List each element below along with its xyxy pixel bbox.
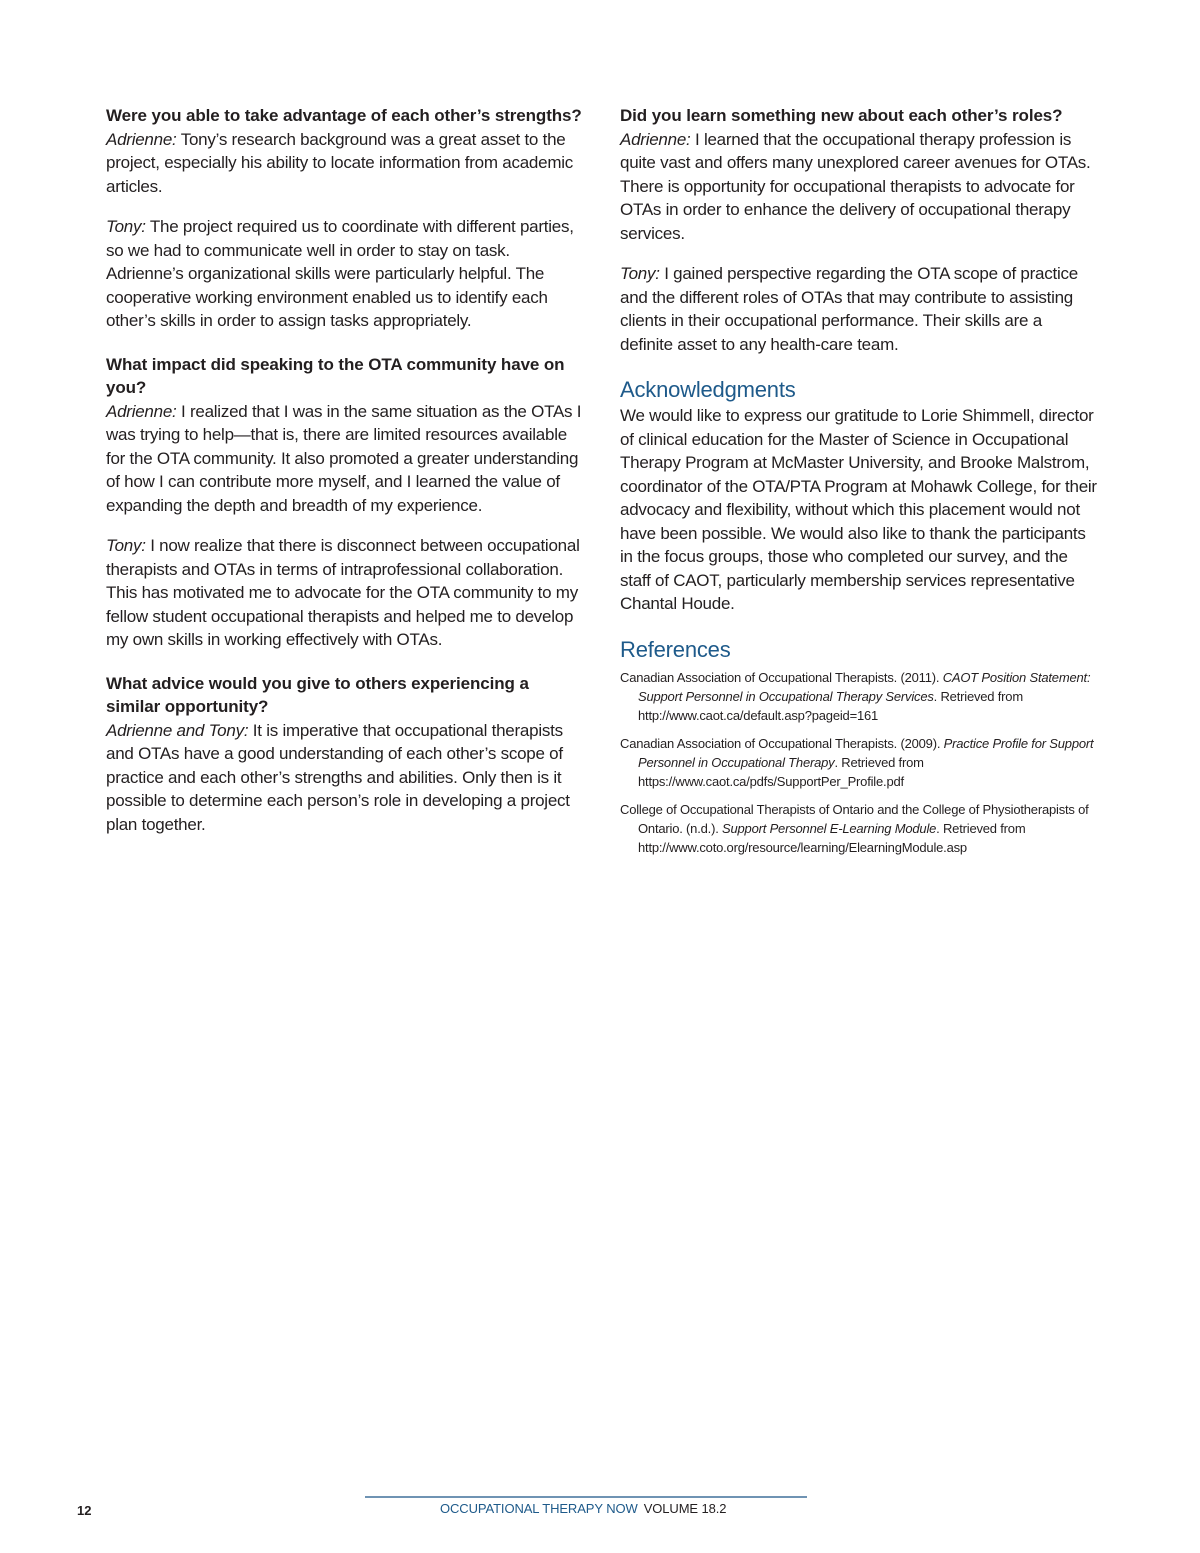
publication-name: OCCUPATIONAL THERAPY NOW — [440, 1501, 638, 1516]
acknowledgments-text: We would like to express our gratitude to Lorie Shimmell, director of clinical education for the Master of Science in Occupational Therapy Program at McMaster University, and Brooke Malstrom, coordinator of the OTA/PTA Program at Mohawk College, for their advocacy and flexibility, without which this placement would not have been possible. We would also like to thank the participants in the focus groups, those who completed our survey, and the staff of CAOT, particularly membership services representative Chantal Houde. — [620, 406, 1097, 613]
question-heading: What advice would you give to others experiencing a similar opportunity? — [106, 673, 529, 716]
page-number: 12 — [77, 1503, 92, 1518]
speaker-label: Adrienne and Tony: — [106, 720, 249, 740]
reference-authors: Canadian Association of Occupational Therapists. (2009). — [620, 735, 944, 751]
answer-paragraph — [620, 262, 1098, 356]
right-column — [620, 104, 1098, 866]
reference-item — [620, 800, 1098, 857]
speaker-label: Tony: — [106, 536, 146, 555]
reference-authors: College of Occupational Therapists of Ontario and the College of Physiotherapists of Ontario. (n.d.). — [620, 801, 1089, 836]
answer-text: I realized that I was in the same situation as the OTAs I was trying to help—that is, there are limited resources available for the OTA community. It also promoted a greater understanding of how I can contribute more myself, and I learned the value of expanding the depth and breadth of my experience. — [106, 401, 582, 515]
answer-text: It is imperative that occupational therapists and OTAs have a good understanding of each other’s scope of practice and each other’s strengths and abilities. Only then is it possible to determine each person’s role in developing a project plan together. — [106, 720, 570, 834]
answer-paragraph — [106, 128, 582, 199]
speaker-label: Tony: — [106, 217, 146, 236]
left-column — [106, 104, 582, 856]
answer-text: The project required us to coordinate with different parties, so we had to communicate well in order to stay on task. Adrienne’s organizational skills were particularly helpful. The cooperative working environment enabled us to identify each other’s skills in order to assign tasks appropriately. — [106, 217, 574, 330]
question-heading: What impact did speaking to the OTA community have on you? — [106, 354, 565, 397]
qa-section-roles — [620, 104, 1098, 356]
reference-title: Support Personnel E-Learning Module — [722, 820, 937, 836]
question-heading: Did you learn something new about each other’s roles? — [620, 106, 1063, 125]
speaker-label: Adrienne: — [106, 129, 177, 149]
answer-paragraph — [106, 215, 582, 333]
footer-publication — [440, 1501, 726, 1516]
speaker-label: Adrienne: — [620, 129, 691, 149]
references-heading: References — [620, 636, 731, 662]
qa-section-strengths — [106, 104, 582, 333]
answer-text: I learned that the occupational therapy profession is quite vast and offers many unexplored career avenues for OTAs. There is opportunity for occupational therapists to advocate for OTAs in order to enhance the delivery of occupational therapy services. — [620, 129, 1091, 243]
speaker-label: Adrienne: — [106, 401, 177, 421]
answer-paragraph — [106, 719, 582, 837]
answer-paragraph — [106, 534, 582, 652]
answer-paragraph — [620, 128, 1098, 246]
reference-item — [620, 668, 1098, 725]
reference-authors: Canadian Association of Occupational Therapists. (2011). — [620, 669, 943, 685]
volume-label: VOLUME 18.2 — [643, 1501, 727, 1516]
reference-title: Practice Profile for Support Personnel in Occupational Therapy — [638, 735, 1094, 770]
references-section — [620, 636, 1098, 857]
reference-source: . Retrieved from https://www.caot.ca/pdfs/SupportPer_Profile.pdf — [638, 754, 924, 789]
reference-title: CAOT Position Statement: Support Personnel in Occupational Therapy Services — [638, 669, 1091, 704]
answer-text: I gained perspective regarding the OTA scope of practice and the different roles of OTAs that may contribute to assisting clients in their occupational performance. Their skills are a definite asset to any health-care team. — [620, 264, 1078, 354]
footer-rule — [365, 1496, 807, 1498]
acknowledgments-heading: Acknowledgments — [620, 377, 796, 402]
reference-item — [620, 734, 1098, 791]
speaker-label: Tony: — [620, 264, 660, 283]
reference-source: . Retrieved from http://www.caot.ca/default.asp?pageid=161 — [638, 688, 1023, 723]
question-heading: Were you able to take advantage of each other’s strengths? — [106, 106, 582, 125]
answer-text: I now realize that there is disconnect between occupational therapists and OTAs in terms of intraprofessional collaboration. This has motivated me to advocate for the OTA community to my fellow student occupational therapists and helped me to develop my own skills in working effectively with OTAs. — [106, 536, 580, 649]
qa-section-impact — [106, 353, 582, 652]
reference-source: . Retrieved from http://www.coto.org/resource/learning/ElearningModule.asp — [638, 820, 1026, 855]
qa-section-advice — [106, 672, 582, 837]
acknowledgments-section — [620, 376, 1098, 616]
answer-text: Tony’s research background was a great asset to the project, especially his ability to locate information from academic articles. — [106, 129, 574, 196]
answer-paragraph — [106, 400, 582, 518]
